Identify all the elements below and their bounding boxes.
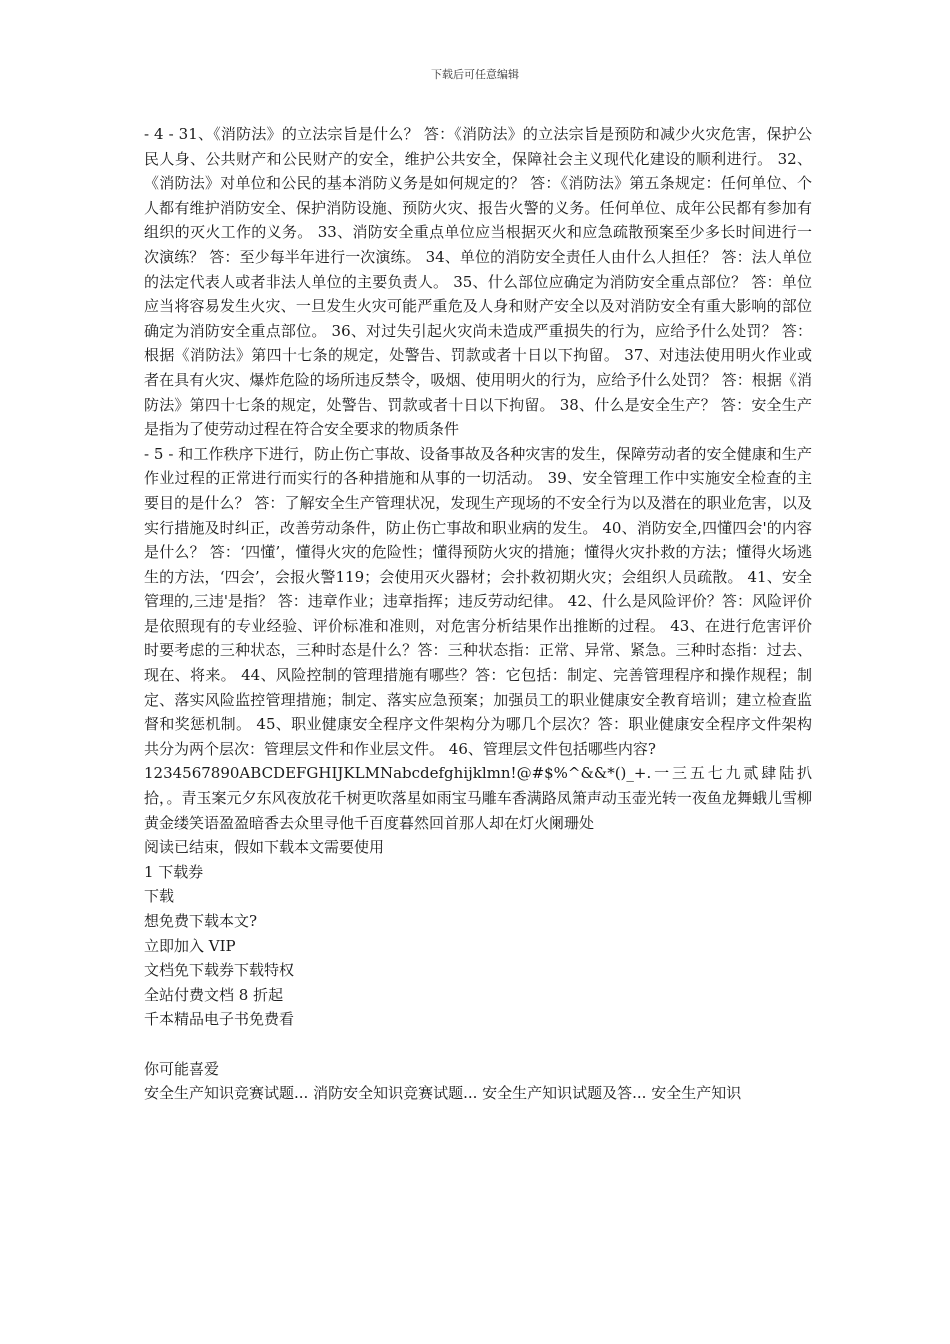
body-paragraph: - 4 - 31、《消防法》的立法宗旨是什么？ 答：《消防法》的立法宗旨是预防和减少火灾危害，保护公民人身、公共财产和公民财产的安全，维护公共安全，保障社会主义现代化建设的顺利进行。 32、《消防法》对单位和公民的基本消防义务是如何规定的？ 答：《消防法》第五条规定：任何单位、个人都有维护消防安全、保护消防设施、预防火灾、报告火警的义务。任何单位、成年公民都有参加有组织的灭火工作的义务。 33、消防安全重点单位应当根据灭火和应急疏散预案至少多长时间进行一次演练？ 答：至少每半年进行一次演练。 34、单位的消防安全责任人由什么人担任？ 答：法人单位的法定代表人或者非法人单位的主要负责人。 35、什么部位应确定为消防安全重点部位？ 答：单位应当将容易发生火灾、一旦发生火灾可能严重危及人身和财产安全以及对消防安全有重大影响的部位确定为消防安全重点部位。 36、对过失引起火灾尚未造成严重损失的行为，应给予什么处罚？ 答：根据《消防法》第四十七条的规定，处警告、罚款或者十日以下拘留。 37、对违法使用明火作业或者在具有火灾、爆炸危险的场所违反禁令，吸烟、使用明火的行为，应给予什么处罚？ 答：根据《消防法》第四十七条的规定，处警告、罚款或者十日以下拘留。 38、什么是安全生产？ 答：安全生产是指为了使劳动过程在符合安全要求的物质条件 [144,125,812,439]
page-header: 下载后可任意编辑 [431,68,519,81]
vip-perk: 千本精品电子书免费看 [144,1010,295,1029]
recommend-list[interactable]: 安全生产知识竞赛试题... 消防安全知识竞赛试题... 安全生产知识试题及答... 安全生产知识 [144,1084,742,1103]
free-download-prompt: 想免费下载本文? [144,912,258,930]
sample-text-paragraph: 1234567890ABCDEFGHIJKLMNabcdefghijklmn!@#$%^&&*()_+.一三五七九贰肆陆扒拾，。青玉案元夕东风夜放花千树更吹落星如雨宝马雕车香满路凤箫声动玉壶光转一夜鱼龙舞蛾儿雪柳黄金缕笑语盈盈暗香去众里寻他千百度暮然回首那人却在灯火阑珊处 [144,764,812,832]
reading-end-text: 阅读已结束，假如下载本文需要使用 [144,838,385,857]
download-link[interactable]: 下载 [144,887,175,906]
body-paragraph: - 5 - 和工作秩序下进行，防止伤亡事故、设备事故及各种灾害的发生，保障劳动者的安全健康和生产作业过程的正常进行而实行的各种措施和从事的一切活动。 39、安全管理工作中实施安全检查的主要目的是什么？ 答：了解安全生产管理状况，发现生产现场的不安全行为以及潜在的职业危害，以及实行措施及时纠正，改善劳动条件，防止伤亡事故和职业病的发生。 40、消防安全,四懂四会'的内容是什么？ 答：‘四懂’，懂得火灾的危险性；懂得预防火灾的措施；懂得火灾扑救的方法；懂得火场逃生的方法，‘四会’，会报火警119；会使用灭火器材；会扑救初期火灾；会组织人员疏散。 41、安全管理的,三违'是指？ 答：违章作业；违章指挥；违反劳动纪律。 42、什么是风险评价？答：风险评价是依照现有的专业经验、评价标准和准则，对危害分析结果作出推断的过程。 43、在进行危害评价时要考虑的三种状态，三种时态是什么？答：三种状态指：正常、异常、紧急。三种时态指：过去、现在、将来。 44、风险控制的管理措施有哪些？答：它包括：制定、完善管理程序和操作规程；制定、落实风险监控管理措施；制定、落实应急预案；加强员工的职业健康安全教育培训；建立检查监督和奖惩机制。 45、职业健康安全程序文件架构分为哪几个层次？答：职业健康安全程序文件架构共分为两个层次：管理层文件和作业层文件。 46、管理层文件包括哪些内容? [144,444,812,758]
spacer [144,1032,812,1057]
vip-perk: 文档免下载券下载特权 [144,961,295,980]
coupon-cost-text: 1 下载券 [144,862,204,881]
recommend-title: 你可能喜爱 [144,1059,220,1078]
document-content [144,122,812,1106]
join-vip-link[interactable]: 立即加入 VIP [144,936,236,955]
vip-perk: 全站付费文档 8 折起 [144,985,284,1004]
